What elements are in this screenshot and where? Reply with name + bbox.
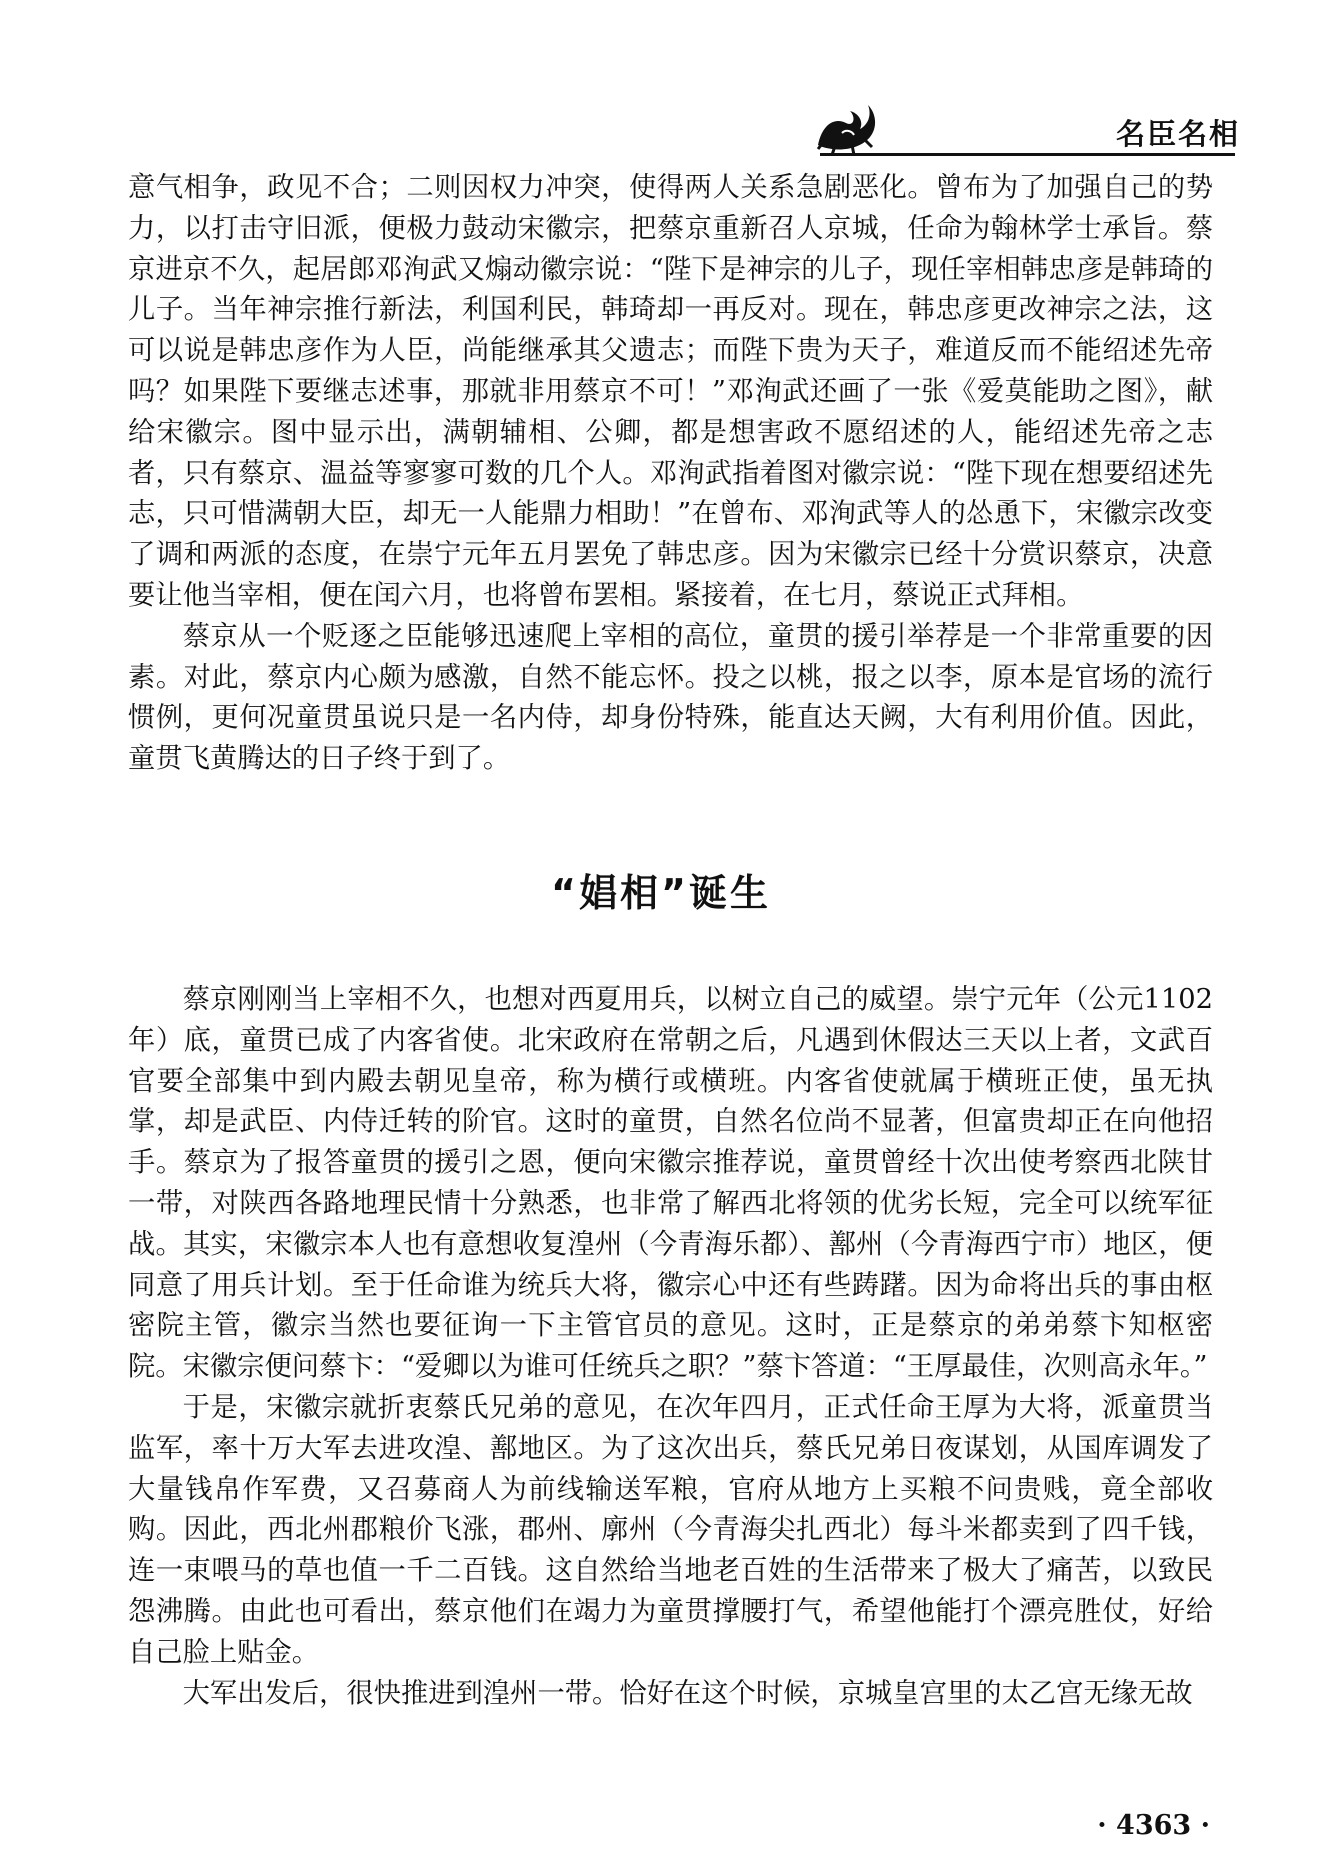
page-number: · 4363 ·	[1097, 1810, 1210, 1841]
dragon-icon	[812, 95, 882, 157]
running-header	[0, 0, 1322, 175]
header-title: 名臣名相	[1115, 117, 1240, 151]
paragraph: 大军出发后，很快推进到湟州一带。恰好在这个时候，京城皇宫里的太乙宫无缘无故	[182, 1677, 1193, 1709]
body-text-top	[128, 168, 1213, 780]
paragraph: 意气相争，政见不合；二则因权力冲突，使得两人关系急剧恶化。曾布为了加强自己的势力，以打击守旧派，便极力鼓动宋徽宗，把蔡京重新召人京城，任命为翰林学士承旨。蔡京进京不久，起居郎邓洵武又煽动徽宗说：“陛下是神宗的儿子，现任宰相韩忠彦是韩琦的儿子。当年神宗推行新法，利国利民，韩琦却一再反对。现在，韩忠彦更改神宗之法，这可以说是韩忠彦作为人臣，尚能继承其父遗志；而陛下贵为天子，难道反而不能绍述先帝吗？如果陛下要继志述事，那就非用蔡京不可！”邓洵武还画了一张《爱莫能助之图》，献给宋徽宗。图中显示出，满朝辅相、公卿，都是想害政不愿绍述的人，能绍述先帝之志者，只有蔡京、温益等寥寥可数的几个人。邓洵武指着图对徽宗说：“陛下现在想要绍述先志，只可惜满朝大臣，却无一人能鼎力相助！”在曾布、邓洵武等人的怂恿下，宋徽宗改变了调和两派的态度，在崇宁元年五月罢免了韩忠彦。因为宋徽宗已经十分赏识蔡京，决意要让他当宰相，便在闰六月，也将曾布罢相。紧接着，在七月，蔡说正式拜相。	[128, 172, 1213, 611]
paragraph: 蔡京从一个贬逐之臣能够迅速爬上宰相的高位，童贯的援引举荐是一个非常重要的因素。对此，蔡京内心颇为感激，自然不能忘怀。投之以桃，报之以李，原本是官场的流行惯例，更何况童贯虽说只是一名内侍，却身份特殊，能直达天阙，大有利用价值。因此，童贯飞黄腾达的日子终于到了。	[128, 620, 1213, 775]
paragraph: 于是，宋徽宗就折衷蔡氏兄弟的意见，在次年四月，正式任命王厚为大将，派童贯当监军，率十万大军去进攻湟、鄯地区。为了这次出兵，蔡氏兄弟日夜谋划，从国库调发了大量钱帛作军费，又召募商人为前线输送军粮，官府从地方上买粮不问贵贱，竟全部收购。因此，西北州郡粮价飞涨，郡州、廓州（今青海尖扎西北）每斗米都卖到了四千钱，连一束喂马的草也值一千二百钱。这自然给当地老百姓的生活带来了极大了痛苦，以致民怨沸腾。由此也可看出，蔡京他们在竭力为童贯撑腰打气，希望他能打个漂亮胜仗，好给自己脸上贴金。	[128, 1391, 1213, 1668]
paragraph: 蔡京刚刚当上宰相不久，也想对西夏用兵，以树立自己的威望。崇宁元年（公元1102年）底，童贯已成了内客省使。北宋政府在常朝之后，凡遇到休假达三天以上者，文武百官要全部集中到内殿去朝见皇帝，称为横行或横班。内客省使就属于横班正使，虽无执掌，却是武臣、内侍迁转的阶官。这时的童贯，自然名位尚不显著，但富贵却正在向他招手。蔡京为了报答童贯的援引之恩，便向宋徽宗推荐说，童贯曾经十次出使考察西北陕甘一带，对陕西各路地理民情十分熟悉，也非常了解西北将领的优劣长短，完全可以统军征战。其实，宋徽宗本人也有意想收复湟州（今青海乐都）、鄯州（今青海西宁市）地区，便同意了用兵计划。至于任命谁为统兵大将，徽宗心中还有些踌躇。因为命将出兵的事由枢密院主管，徽宗当然也要征询一下主管官员的意见。这时，正是蔡京的弟弟蔡卞知枢密院。宋徽宗便问蔡卞：“爱卿以为谁可任统兵之职？”蔡卞答道：“王厚最佳，次则高永年。”	[128, 984, 1213, 1383]
header-rule	[820, 153, 1235, 156]
body-text-bottom	[128, 980, 1213, 1714]
section-title: “娼相”诞生	[551, 871, 771, 915]
